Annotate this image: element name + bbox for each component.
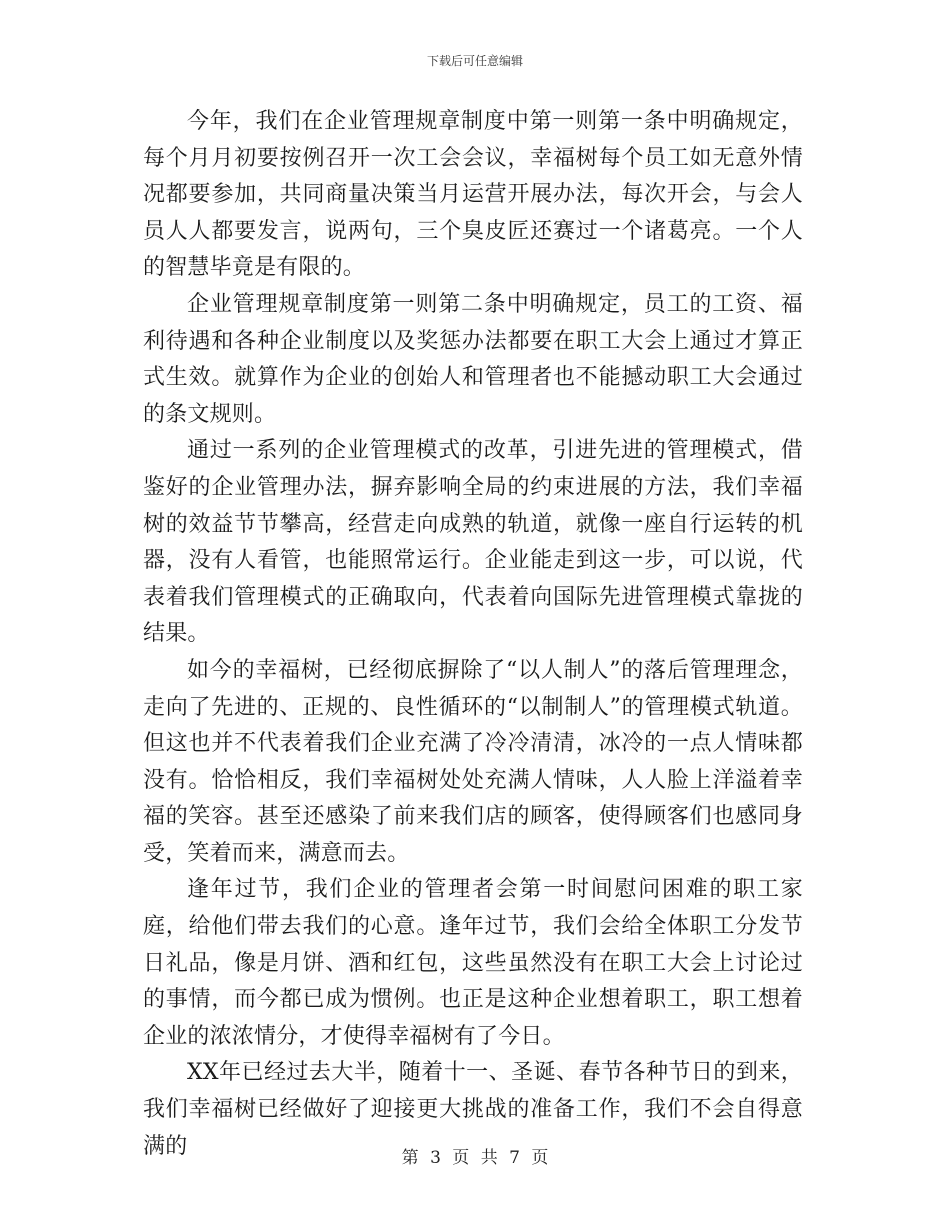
paragraph-3: 通过一系列的企业管理模式的改革，引进先进的管理模式，借鉴好的企业管理办法，摒弃影响全局的约束进展的方法，我们幸福树的效益节节攀高，经营走向成熟的轨道，就像一座自行运转的机器，没有人看管，也能照常运行。企业能走到这一步，可以说，代表着我们管理模式的正确取向，代表着向国际先进管理模式靠拢的结果。 xyxy=(143,438,803,647)
paragraph-4: 如今的幸福树，已经彻底摒除了“以人制人”的落后管理理念，走向了先进的、正规的、良性循环的“以制制人”的管理模式轨道。但这也并不代表着我们企业充满了冷冷清清，冰冷的一点人情味都没有。恰恰相反，我们幸福树处处充满人情味，人人脸上洋溢着幸福的笑容。甚至还感染了前来我们店的顾客，使得顾客们也感同身受，笑着而来，满意而去。 xyxy=(143,657,803,866)
document-body xyxy=(143,104,803,1165)
page-header: 下载后可任意编辑 xyxy=(426,54,523,68)
paragraph-1: 今年，我们在企业管理规章制度中第一则第一条中明确规定，每个月月初要按例召开一次工会会议，幸福树每个员工如无意外情况都要参加，共同商量决策当月运营开展办法，每次开会，与会人员人人都要发言，说两句，三个臭皮匠还赛过一个诸葛亮。一个人的智慧毕竟是有限的。 xyxy=(143,109,803,281)
page-number-footer: 第 3 页 共 7 页 xyxy=(401,1148,549,1168)
paragraph-6: XX年已经过去大半，随着十一、圣诞、春节各种节日的到来，我们幸福树已经做好了迎接更大挑战的准备工作，我们不会自得意满的 xyxy=(143,1060,803,1159)
paragraph-2: 企业管理规章制度第一则第二条中明确规定，员工的工资、福利待遇和各种企业制度以及奖惩办法都要在职工大会上通过才算正式生效。就算作为企业的创始人和管理者也不能撼动职工大会通过的条文规则。 xyxy=(143,291,803,427)
paragraph-5: 逢年过节，我们企业的管理者会第一时间慰问困难的职工家庭，给他们带去我们的心意。逢年过节，我们会给全体职工分发节日礼品，像是月饼、酒和红包，这些虽然没有在职工大会上讨论过的事情，而今都已成为惯例。也正是这种企业想着职工，职工想着企业的浓浓情分，才使得幸福树有了今日。 xyxy=(143,877,803,1049)
